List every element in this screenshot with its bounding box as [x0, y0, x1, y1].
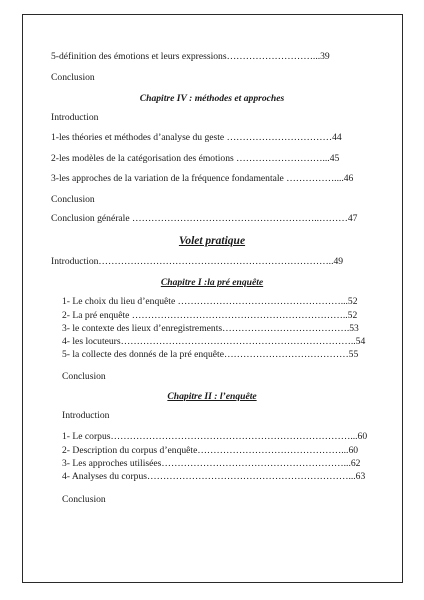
toc-entry: 3- Les approches utilisées…………………………………………………...62: [62, 458, 361, 469]
chapter-title: Chapitre IV : méthodes et approches: [139, 93, 285, 104]
toc-entry: 2- La pré enquête …………………………………………………………..52: [62, 310, 358, 321]
toc-entry: 1- Le corpus…………………………………………………………………...60: [62, 431, 368, 442]
toc-entry: Conclusion générale …………………………………………………..………47: [51, 213, 358, 224]
toc-conclusion: Conclusion: [62, 494, 106, 505]
toc-conclusion: Conclusion: [51, 194, 95, 205]
toc-entry: 1-les théories et méthodes d’analyse du geste ……………………………44: [51, 132, 342, 143]
toc-introduction: Introduction: [62, 410, 110, 421]
toc-entry: 2- Description du corpus d’enquête………………………………………...60: [62, 445, 359, 456]
toc-entry: 5-définition des émotions et leurs expressions………………………...39: [51, 51, 330, 62]
toc-entry: 4- les locuteurs………………………………………………………………..54: [62, 336, 366, 347]
toc-entry: 5- la collecte des donnés de la pré enquête…………………………………55: [62, 349, 359, 360]
toc-entry: 4- Analyses du corpus………………………………………………………...63: [62, 471, 366, 482]
toc-conclusion: Conclusion: [51, 72, 95, 83]
toc-introduction: Introduction: [51, 112, 99, 123]
toc-entry: 3- le contexte des lieux d’enregistrements………………………………….53: [62, 323, 359, 334]
toc-entry: 2-les modèles de la catégorisation des émotions ………………………...45: [51, 153, 340, 164]
chapter-title: Chapitre I :la pré enquête: [160, 277, 264, 288]
toc-conclusion: Conclusion: [62, 371, 106, 382]
section-title: Volet pratique: [178, 235, 246, 247]
toc-entry: 1- Le choix du lieu d’enquête ……………………………………………...52: [62, 296, 358, 307]
chapter-title: Chapitre II : l’enquête: [167, 391, 257, 402]
toc-entry: 3-les approches de la variation de la fréquence fondamentale ……………....46: [51, 173, 354, 184]
toc-entry: Introduction………………………………………………………………..49: [51, 256, 344, 267]
